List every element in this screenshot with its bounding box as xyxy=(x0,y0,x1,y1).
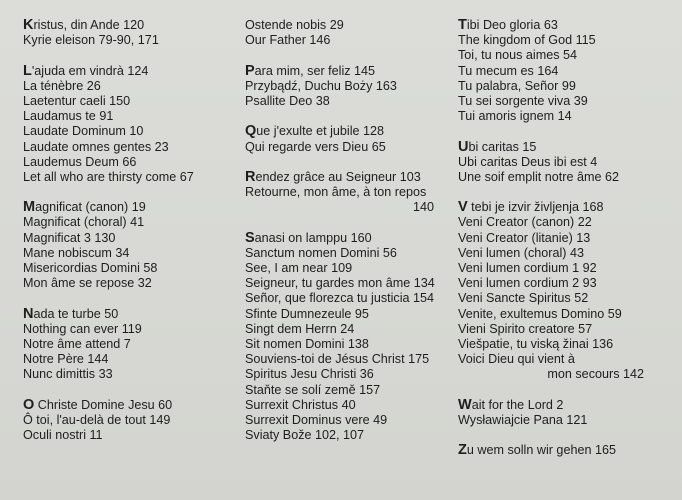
group-spacer xyxy=(458,185,678,200)
index-entry xyxy=(245,18,445,33)
entry-text: Nothing can ever 119 xyxy=(23,321,142,336)
group-spacer xyxy=(245,215,445,230)
index-entry-continuation xyxy=(458,367,644,382)
index-entry xyxy=(23,64,238,79)
entry-text: Laudate omnes gentes 23 xyxy=(23,139,169,154)
index-column-3 xyxy=(458,18,678,458)
index-entry xyxy=(458,18,678,33)
entry-text: Nunc dimittis 33 xyxy=(23,367,113,382)
entry-text: Vieni Spirito creatore 57 xyxy=(458,321,593,336)
entry-text: Mane nobiscum 34 xyxy=(23,245,130,260)
index-group-k xyxy=(23,18,238,48)
entry-text: ristus, din Ande 120 xyxy=(33,18,145,32)
entry-text: Singt dem Herrn 24 xyxy=(245,321,355,336)
entry-text: Notre Père 144 xyxy=(23,352,109,367)
entry-text: Veni lumen cordium 1 92 xyxy=(458,261,597,275)
entry-text: Kyrie eleison 79-90, 171 xyxy=(23,33,159,48)
entry-text: anasi on lamppu 160 xyxy=(254,230,372,245)
entry-text: Laudemus Deum 66 xyxy=(23,154,137,169)
entry-text: The kingdom of God 115 xyxy=(458,33,596,48)
index-entry xyxy=(458,64,678,79)
entry-text: ibi Deo gloria 63 xyxy=(466,18,558,32)
entry-text: Tu palabra, Señor 99 xyxy=(458,78,576,93)
index-entry xyxy=(458,231,678,246)
index-column-1 xyxy=(23,18,238,443)
index-entry xyxy=(458,337,678,352)
index-entry xyxy=(23,337,238,352)
section-initial-letter: W xyxy=(458,396,472,413)
index-entry xyxy=(458,307,678,322)
index-entry xyxy=(458,291,678,306)
group-spacer xyxy=(23,291,238,306)
index-group-m xyxy=(23,200,238,291)
entry-text: Tui amoris ignem 14 xyxy=(458,109,572,124)
index-entry xyxy=(458,443,678,458)
index-entry xyxy=(458,200,678,215)
section-initial-letter: Q xyxy=(245,123,257,140)
entry-text: Magnificat (choral) 41 xyxy=(23,215,145,230)
index-entry xyxy=(458,140,678,155)
entry-text: Misericordias Domini 58 xyxy=(23,261,158,275)
section-initial-letter: T xyxy=(458,17,467,33)
section-initial-letter: M xyxy=(23,199,36,216)
index-entry xyxy=(245,398,445,413)
index-entry xyxy=(23,367,238,382)
section-initial-letter: V xyxy=(458,199,468,216)
index-entry xyxy=(245,352,445,367)
group-spacer xyxy=(245,109,445,124)
index-group-s xyxy=(245,231,445,444)
index-entry xyxy=(23,261,238,276)
group-spacer xyxy=(23,48,238,63)
entry-text: Mon âme se repose 32 xyxy=(23,276,152,291)
entry-text: Qui regarde vers Dieu 65 xyxy=(245,139,386,154)
index-entry xyxy=(23,428,238,443)
index-entry xyxy=(23,109,238,124)
group-spacer xyxy=(245,155,445,170)
index-entry xyxy=(245,33,445,48)
entry-text: Let all who are thirsty come 67 xyxy=(23,169,194,184)
entry-text: Viešpatie, tu viską žinai 136 xyxy=(458,336,614,351)
entry-text: agnificat (canon) 19 xyxy=(35,200,146,215)
index-group xyxy=(245,18,445,48)
group-spacer xyxy=(458,428,678,443)
entry-text: Seigneur, tu gardes mon âme 134 xyxy=(245,276,435,291)
index-group-w xyxy=(458,398,678,428)
index-group-z xyxy=(458,443,678,458)
section-initial-letter: N xyxy=(23,305,34,322)
section-initial-letter: U xyxy=(458,138,469,155)
index-entry xyxy=(23,352,238,367)
index-entry xyxy=(458,261,678,276)
entry-text: mon secours 142 xyxy=(547,367,644,382)
index-entry-continuation xyxy=(245,200,434,215)
entry-text: ait for the Lord 2 xyxy=(471,397,564,412)
entry-text: Señor, que florezca tu justicia 154 xyxy=(245,291,435,306)
index-entry xyxy=(458,352,678,367)
index-entry xyxy=(458,398,678,413)
entry-text: Sfinte Dumnezeule 95 xyxy=(245,306,369,321)
section-initial-letter: K xyxy=(23,17,34,33)
index-group-u xyxy=(458,140,678,186)
entry-text: Spiritus Jesu Christi 36 xyxy=(245,367,374,382)
index-entry xyxy=(458,33,678,48)
index-entry xyxy=(245,383,445,398)
index-entry xyxy=(245,413,445,428)
index-entry xyxy=(23,200,238,215)
index-entry xyxy=(245,276,445,291)
index-group-n xyxy=(23,307,238,383)
index-entry xyxy=(458,94,678,109)
index-entry xyxy=(458,170,678,185)
entry-text: ara mim, ser feliz 145 xyxy=(254,63,376,78)
index-entry xyxy=(23,33,238,48)
entry-text: Veni Creator (litanie) 13 xyxy=(458,230,591,245)
entry-text: Ostende nobis 29 xyxy=(245,18,344,32)
index-group-q xyxy=(245,124,445,154)
entry-text: Magnificat 3 130 xyxy=(23,230,116,245)
group-spacer xyxy=(458,383,678,398)
index-entry xyxy=(458,48,678,63)
index-entry xyxy=(245,428,445,443)
entry-text: u wem solln wir gehen 165 xyxy=(466,443,616,458)
entry-text: Surrexit Christus 40 xyxy=(245,397,356,412)
section-initial-letter: R xyxy=(245,168,256,185)
entry-text: Venite, exultemus Domino 59 xyxy=(458,306,622,321)
index-entry xyxy=(458,109,678,124)
group-spacer xyxy=(458,124,678,139)
entry-text: endez grâce au Seigneur 103 xyxy=(255,169,421,184)
index-entry xyxy=(245,261,445,276)
entry-text: Przybądź, Duchu Boży 163 xyxy=(245,78,397,93)
entry-text: Surrexit Dominus vere 49 xyxy=(245,412,388,427)
index-entry xyxy=(245,170,445,185)
index-entry xyxy=(23,246,238,261)
entry-text: Veni Creator (canon) 22 xyxy=(458,215,592,230)
entry-text: Veni Sancte Spiritus 52 xyxy=(458,291,589,306)
entry-text: Wysławiajcie Pana 121 xyxy=(458,412,588,427)
entry-text: Sanctum nomen Domini 56 xyxy=(245,245,397,260)
entry-text: Ô toi, l'au-delà de tout 149 xyxy=(23,412,171,427)
index-entry xyxy=(245,291,445,306)
entry-text: 'ajuda em vindrà 124 xyxy=(31,63,149,78)
index-entry xyxy=(23,140,238,155)
index-entry xyxy=(245,307,445,322)
index-entry xyxy=(245,367,445,382)
entry-text: Staňte se solí země 157 xyxy=(245,382,381,397)
index-entry xyxy=(245,322,445,337)
entry-text: tebi je izvir življenja 168 xyxy=(467,200,604,215)
entry-text: Tu sei sorgente viva 39 xyxy=(458,93,588,108)
entry-text: Notre âme attend 7 xyxy=(23,336,131,351)
index-entry xyxy=(458,215,678,230)
entry-text: Voici Dieu qui vient à xyxy=(458,352,575,367)
index-entry xyxy=(458,79,678,94)
index-group-r xyxy=(245,170,445,216)
index-entry xyxy=(23,79,238,94)
index-entry xyxy=(23,155,238,170)
index-group-p xyxy=(245,64,445,110)
section-initial-letter: O xyxy=(23,396,35,413)
section-initial-letter: Z xyxy=(458,442,467,459)
index-entry xyxy=(245,124,445,139)
index-group-l xyxy=(23,64,238,186)
index-entry xyxy=(245,64,445,79)
index-entry xyxy=(23,124,238,139)
group-spacer xyxy=(23,383,238,398)
entry-text: La ténèbre 26 xyxy=(23,78,101,93)
entry-text: Psallite Deo 38 xyxy=(245,93,330,108)
index-entry xyxy=(245,231,445,246)
index-entry xyxy=(23,231,238,246)
index-group-t xyxy=(458,18,678,124)
index-entry xyxy=(458,155,678,170)
entry-text: Ubi caritas Deus ibi est 4 xyxy=(458,154,598,169)
entry-text: Laudate Dominum 10 xyxy=(23,124,144,139)
section-initial-letter: P xyxy=(245,62,255,79)
entry-text: 140 xyxy=(412,200,434,215)
entry-text: ada te turbe 50 xyxy=(33,306,119,321)
index-entry xyxy=(245,246,445,261)
entry-text: Oculi nostri 11 xyxy=(23,428,103,443)
index-entry xyxy=(23,398,238,413)
index-entry xyxy=(458,322,678,337)
index-entry xyxy=(23,18,238,33)
entry-text: See, I am near 109 xyxy=(245,261,353,275)
index-entry xyxy=(23,215,238,230)
index-entry xyxy=(245,140,445,155)
index-entry xyxy=(23,307,238,322)
section-initial-letter: S xyxy=(245,229,255,246)
index-entry xyxy=(245,185,445,200)
index-entry xyxy=(245,79,445,94)
entry-text: Veni lumen (choral) 43 xyxy=(458,245,585,260)
entry-text: Veni lumen cordium 2 93 xyxy=(458,276,597,291)
index-group-o xyxy=(23,398,238,444)
group-spacer xyxy=(23,185,238,200)
entry-text: Laudamus te 91 xyxy=(23,109,114,124)
index-entry xyxy=(23,413,238,428)
entry-text: Laetentur caeli 150 xyxy=(23,93,131,108)
entry-text: Toi, tu nous aimes 54 xyxy=(458,48,578,63)
index-group-v xyxy=(458,200,678,382)
entry-text: Sit nomen Domini 138 xyxy=(245,336,369,351)
index-entry xyxy=(23,170,238,185)
entry-text: Une soif emplit notre âme 62 xyxy=(458,169,620,184)
section-initial-letter: L xyxy=(23,62,32,79)
entry-text: Retourne, mon âme, à ton repos xyxy=(245,185,427,200)
index-entry xyxy=(245,94,445,109)
index-entry xyxy=(458,246,678,261)
entry-text: Our Father 146 xyxy=(245,33,331,48)
entry-text: Sviaty Bože 102, 107 xyxy=(245,428,365,443)
entry-text: ue j'exulte et jubile 128 xyxy=(256,124,385,139)
index-entry xyxy=(23,322,238,337)
index-column-2 xyxy=(245,18,445,443)
entry-text: Souviens-toi de Jésus Christ 175 xyxy=(245,352,430,367)
group-spacer xyxy=(245,48,445,63)
entry-text: Tu mecum es 164 xyxy=(458,63,559,78)
entry-text: Christe Domine Jesu 60 xyxy=(34,397,173,412)
index-entry xyxy=(458,413,678,428)
index-entry xyxy=(23,276,238,291)
entry-text: bi caritas 15 xyxy=(468,139,537,154)
index-entry xyxy=(458,276,678,291)
index-entry xyxy=(23,94,238,109)
index-entry xyxy=(245,337,445,352)
